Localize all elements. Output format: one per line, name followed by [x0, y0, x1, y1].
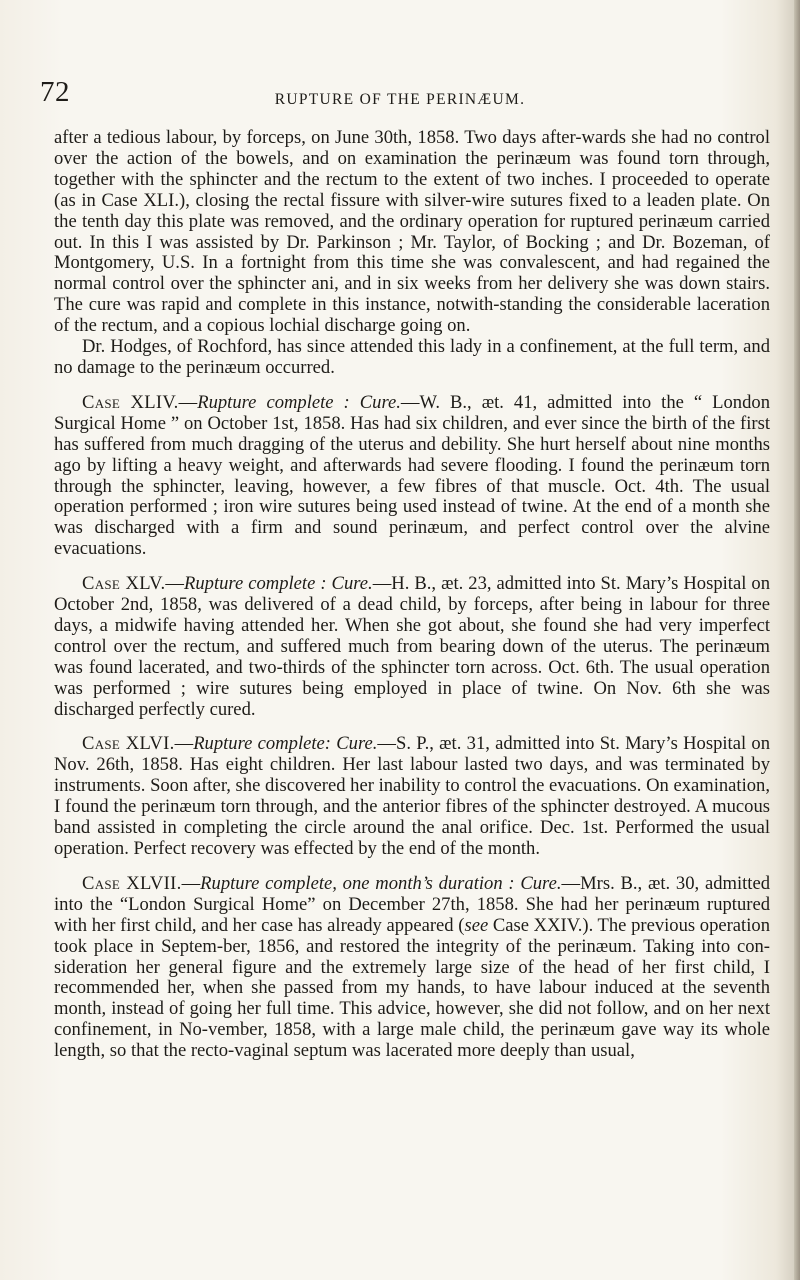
page-edge-shadow [794, 0, 800, 1280]
paragraph-hodges-note: Dr. Hodges, of Rochford, has since attended this lady in a confinement, at the full term, and no damage to the perinæum occurred. [54, 336, 770, 378]
case-xlvi: Case XLVI.—Rupture complete: Cure.—S. P., æt. 31, admitted into St. Mary’s Hospital on Nov. 26th, 1858. Has eight children. Her last labour lasted two days, and was terminated by instruments. Soon after, she discovered her inability to control the evacuations. On examination, I found the perinæum torn through, and the anterior fibres of the sphincter destroyed. A mucous band assisted in completing the circle around the anal orifice. Dec. 1st. Performed the usual operation. Perfect recovery was effected by the end of the month. [54, 733, 770, 859]
case-xlvii: Case XLVII.—Rupture complete, one month’s duration : Cure.—Mrs. B., æt. 30, admitted into the “London Surgical Home” on December 27th, 1858. She had her perinæum ruptured with her first child, and her case has already appeared (see Case XXIV.). The previous operation took place in Septem-ber, 1856, and restored the integrity of the perinæum. Taking into con-sideration her general figure and the extremely large size of the head of her first child, I recommended her, when she passed from my hands, to have labour induced at the seventh month, instead of going her full time. This advice, however, she did not follow, and on her next confinement, in No-vember, 1858, with a large male child, the perinæum gave way its whole length, so that the recto-vaginal septum was lacerated more deeply than usual, [54, 872, 771, 1062]
case-text: W. B., æt. 41, admitted into the “ London Surgical Home ” on October 1st, 1858. Has had six children, and ever since the birth of the first has suffered from much dragging of the uterus and debility. She hurt herself about nine months ago by lifting a heavy weight, and afterwards had severe flooding. I found the perinæum torn through the sphincter, leaving, however, a few fibres of that muscle. Oct. 4th. The usual operation performed ; iron wire sutures being used instead of twine. At the end of a month she was discharged with a firm and sound perinæum, and perfect control over the alvine evacuations. [54, 391, 770, 560]
paragraph-continuation: after a tedious labour, by forceps, on June 30th, 1858. Two days after-wards she had no control over the action of the bowels, and on examination the perinæum was found torn through, together with the sphincter and the rectum to the extent of two inches. I proceeded to operate (as in Case XLI.), closing the rectal fissure with silver-wire sutures fixed to a leaden plate. On the tenth day this plate was removed, and the ordinary operation for ruptured perinæum carried out. In this I was assisted by Dr. Parkinson ; Mr. Taylor, of Bocking ; and Dr. Bozeman, of Montgomery, U.S. In a fortnight from this time she was convalescent, and had regained the normal control over the sphincter ani, and in six weeks from her delivery she was down stairs. The cure was rapid and complete in this instance, notwith-standing the considerable laceration of the rectum, and a copious lochial discharge going on. [54, 127, 770, 337]
case-title: Rupture complete: Cure. [193, 733, 378, 755]
case-label: Case XLVI. [82, 733, 175, 755]
see-reference: see [464, 914, 489, 936]
case-text: H. B., æt. 23, admitted into St. Mary’s Hospital on October 2nd, 1858, was delivered of a dead child, by forceps, after being in labour for three days, a midwife having attended her. When she got about, she found she had very imperfect control over the rectum, and suffered much from bearing down of the uterus. The perinæum was found lacerated, and two-thirds of the sphincter torn across. Oct. 6th. The usual operation was performed ; wire sutures being employed in place of twine. On Nov. 6th she was discharged perfectly cured. [54, 573, 770, 720]
case-label: Case XLVII. [82, 872, 182, 894]
body-text [54, 128, 770, 1062]
case-title: Rupture complete : Cure. [197, 391, 401, 413]
case-xlv: Case XLV.—Rupture complete : Cure.—H. B., æt. 23, admitted into St. Mary’s Hospital on October 2nd, 1858, was delivered of a dead child, by forceps, after being in labour for three days, a midwife having attended her. When she got about, she found she had very imperfect control over the rectum, and suffered much from bearing down of the uterus. The perinæum was found lacerated, and two-thirds of the sphincter torn across. Oct. 6th. The usual operation was performed ; wire sutures being employed in place of twine. On Nov. 6th she was discharged perfectly cured. [54, 573, 770, 720]
case-label: Case XLV. [82, 573, 166, 595]
case-text-continued: Case XXIV.). The previous operation took place in Septem-ber, 1856, and restored the integrity of the perinæum. Taking into con-sideration her general figure and the extremely large size of the head of her first child, I recommended her, when she passed from my hands, to have labour induced at the seventh month, instead of going her full time. This advice, however, she did not follow, and on her next confinement, in No-vember, 1858, with a large male child, the perinæum gave way its whole length, so that the recto-vaginal septum was lacerated more deeply than usual, [54, 914, 770, 1062]
case-text: Mrs. B., æt. 30, admitted into the “London Surgical Home” on December 27th, 1858. She had her perinæum ruptured with her first child, and her case has already appeared ( [54, 872, 771, 936]
running-head: RUPTURE OF THE PERINÆUM. [274, 91, 526, 108]
case-title: Rupture complete, one month’s duration : Cure. [200, 872, 562, 894]
case-text: S. P., æt. 31, admitted into St. Mary’s Hospital on Nov. 26th, 1858. Has eight children. Her last labour lasted two days, and was terminated by instruments. Soon after, she discovered her inability to control the evacuations. On examination, I found the perinæum torn through, and the anterior fibres of the sphincter destroyed. A mucous band assisted in completing the circle around the anal orifice. Dec. 1st. Performed the usual operation. Perfect recovery was effected by the end of the month. [54, 733, 770, 859]
page-header [40, 76, 760, 116]
case-xliv: Case XLIV.—Rupture complete : Cure.—W. B., æt. 41, admitted into the “ London Surgical Home ” on October 1st, 1858. Has had six children, and ever since the birth of the first has suffered from much dragging of the uterus and debility. She hurt herself about nine months ago by lifting a heavy weight, and afterwards had severe flooding. I found the perinæum torn through the sphincter, leaving, however, a few fibres of that muscle. Oct. 4th. The usual operation performed ; iron wire sutures being used instead of twine. At the end of a month she was discharged with a firm and sound perinæum, and perfect control over the alvine evacuations. [54, 391, 770, 560]
page-number: 72 [40, 76, 70, 108]
case-label: Case XLIV. [82, 391, 179, 413]
case-title: Rupture complete : Cure. [184, 573, 373, 595]
